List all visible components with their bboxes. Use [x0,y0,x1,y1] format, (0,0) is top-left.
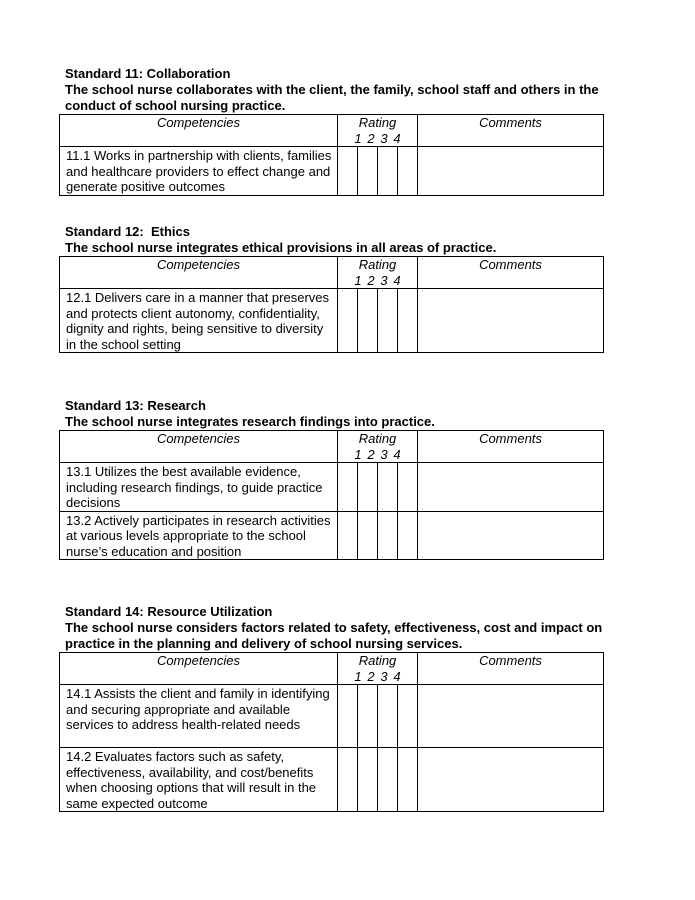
standard-13-section [59,398,633,560]
rating-cell-3[interactable] [378,748,398,812]
rating-cell-2[interactable] [358,511,378,560]
standard-description: The school nurse collaborates with the client, the family, school staff and others in the conduct of school nursing practice. [65,82,603,113]
rating-cell-1[interactable] [338,748,358,812]
header-comments: Comments [418,653,604,685]
header-competencies: Competencies [60,257,338,289]
table-row [60,511,604,560]
table-header-row [60,431,604,463]
header-rating [338,115,418,147]
standard-description: The school nurse integrates ethical provisions in all areas of practice. [65,240,497,255]
rating-cell-3[interactable] [378,685,398,748]
rating-cell-4[interactable] [398,463,418,512]
rating-cell-2[interactable] [358,748,378,812]
rating-cell-4[interactable] [398,511,418,560]
header-comments: Comments [418,257,604,289]
table-header-row [60,653,604,685]
comments-cell[interactable] [418,463,604,512]
rating-label: Rating [358,115,397,130]
comments-cell[interactable] [418,685,604,748]
standard-title: Standard 13: Research [65,398,206,413]
table-row [60,289,604,353]
rating-cell-4[interactable] [398,748,418,812]
standard-title: Standard 11: Collaboration [65,66,231,81]
standard-11-section [59,66,633,196]
rating-cell-1[interactable] [338,685,358,748]
rating-cell-3[interactable] [378,147,398,196]
comments-cell[interactable] [418,511,604,560]
competency-table [59,256,604,353]
competency-text: 14.2 Evaluates factors such as safety, effectiveness, availability, and cost/benefits when choosing options that will result in the same expected outcome [60,748,338,812]
table-header-row [60,115,604,147]
rating-scale: 1 2 3 4 [354,130,401,146]
rating-label: Rating [358,257,397,272]
header-comments: Comments [418,431,604,463]
competency-text: 13.2 Actively participates in research activities at various levels appropriate to the school nurse’s education and position [60,511,338,560]
comments-cell[interactable] [418,289,604,353]
rating-cell-2[interactable] [358,147,378,196]
standard-description: The school nurse integrates research findings into practice. [65,414,435,429]
comments-cell[interactable] [418,147,604,196]
header-rating [338,653,418,685]
rating-cell-1[interactable] [338,147,358,196]
competency-text: 12.1 Delivers care in a manner that preserves and protects client autonomy, confidentiality, dignity and rights, being sensitive to diversity in the school setting [60,289,338,353]
standard-14-section [59,604,633,812]
header-competencies: Competencies [60,653,338,685]
competency-text: 11.1 Works in partnership with clients, families and healthcare providers to effect change and generate positive outcomes [60,147,338,196]
header-rating [338,257,418,289]
standard-description: The school nurse considers factors related to safety, effectiveness, cost and impact on practice in the planning and delivery of school nursing services. [65,620,606,651]
rating-cell-1[interactable] [338,511,358,560]
rating-scale: 1 2 3 4 [354,446,401,462]
rating-cell-3[interactable] [378,289,398,353]
rating-cell-2[interactable] [358,685,378,748]
table-row [60,463,604,512]
header-comments: Comments [418,115,604,147]
competency-table [59,114,604,196]
competency-text: 14.1 Assists the client and family in identifying and securing appropriate and available services to address health-related needs [60,685,338,748]
header-rating [338,431,418,463]
standard-title: Standard 12: Ethics [65,224,190,239]
rating-cell-2[interactable] [358,463,378,512]
competency-text: 13.1 Utilizes the best available evidence, including research findings, to guide practice decisions [60,463,338,512]
table-row [60,147,604,196]
rating-cell-4[interactable] [398,289,418,353]
table-row [60,685,604,748]
rating-cell-3[interactable] [378,463,398,512]
rating-label: Rating [358,431,397,446]
rating-scale: 1 2 3 4 [354,272,401,288]
competency-table [59,652,604,812]
rating-label: Rating [358,653,397,668]
rating-cell-3[interactable] [378,511,398,560]
standard-title: Standard 14: Resource Utilization [65,604,273,619]
table-header-row [60,257,604,289]
rating-cell-4[interactable] [398,147,418,196]
comments-cell[interactable] [418,748,604,812]
header-competencies: Competencies [60,115,338,147]
rating-cell-1[interactable] [338,463,358,512]
competency-table [59,430,604,560]
rating-cell-1[interactable] [338,289,358,353]
rating-cell-4[interactable] [398,685,418,748]
header-competencies: Competencies [60,431,338,463]
table-row [60,748,604,812]
standard-12-section [59,224,633,353]
rating-cell-2[interactable] [358,289,378,353]
rating-scale: 1 2 3 4 [354,668,401,684]
